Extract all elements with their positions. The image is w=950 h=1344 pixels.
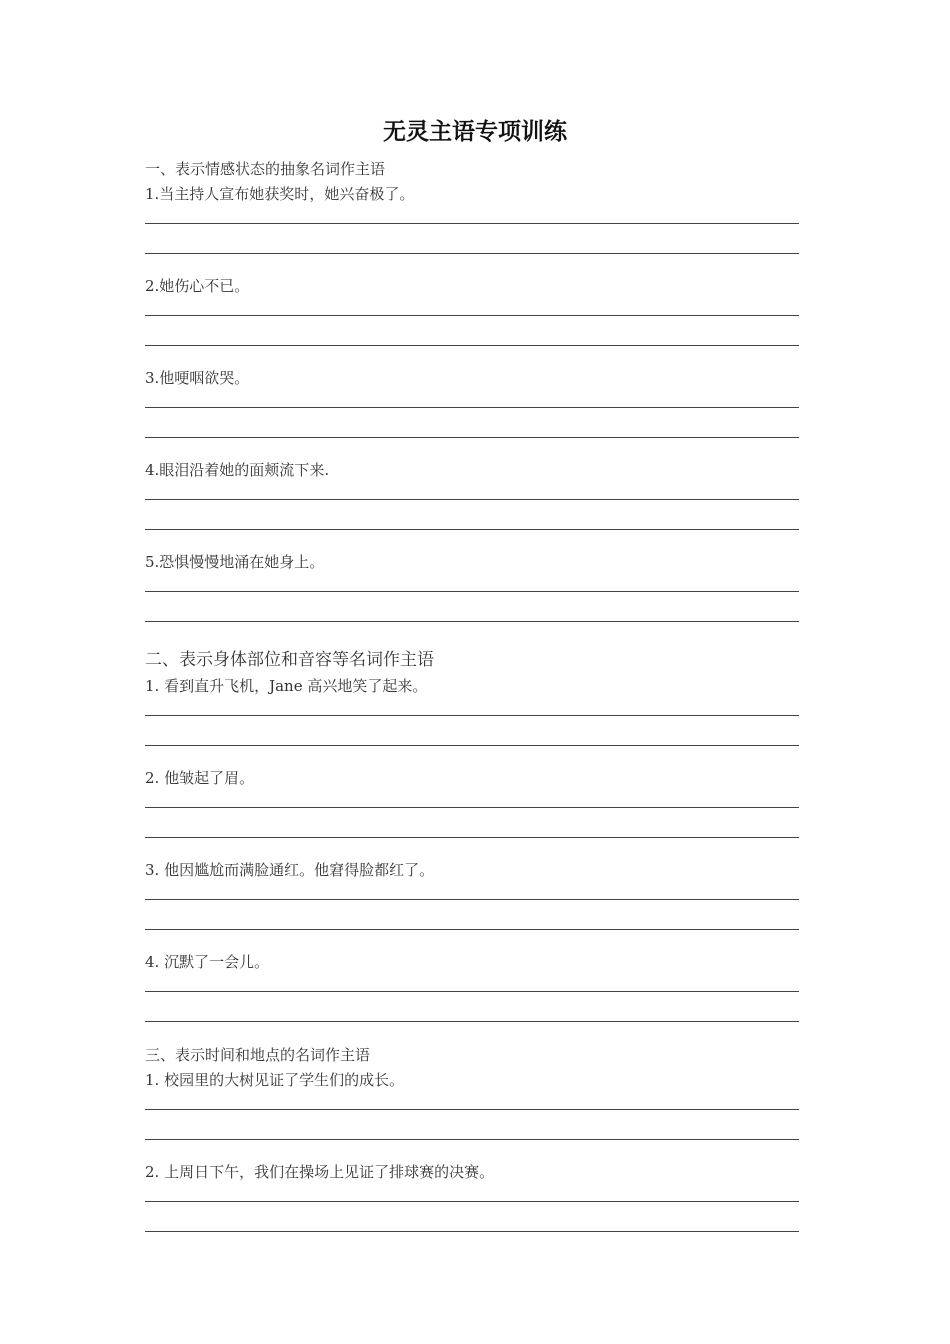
- answer-line[interactable]: [145, 1201, 799, 1202]
- answer-area[interactable]: [145, 297, 799, 364]
- answer-line[interactable]: [145, 621, 799, 622]
- section-time-place-nouns: [145, 1044, 799, 1250]
- page-title: 无灵主语专项训练: [383, 118, 567, 145]
- question-text: 1.当主持人宣布她获奖时，她兴奋极了。: [145, 185, 415, 203]
- answer-area[interactable]: [145, 697, 799, 764]
- answer-area[interactable]: [145, 973, 799, 1040]
- answer-line[interactable]: [145, 807, 799, 808]
- question-block: [145, 459, 799, 548]
- question-text: 1. 看到直升飞机，Jane 高兴地笑了起来。: [145, 677, 428, 695]
- answer-line[interactable]: [145, 1231, 799, 1232]
- answer-line[interactable]: [145, 1109, 799, 1110]
- question-block: [145, 951, 799, 1040]
- question-block: [145, 675, 799, 764]
- answer-line[interactable]: [145, 991, 799, 992]
- answer-area[interactable]: [145, 789, 799, 856]
- answer-line[interactable]: [145, 1021, 799, 1022]
- question-block: [145, 275, 799, 364]
- answer-line[interactable]: [145, 529, 799, 530]
- answer-line[interactable]: [145, 437, 799, 438]
- question-text: 3. 他因尴尬而满脸通红。他窘得脸都红了。: [145, 861, 435, 879]
- question-text: 4. 沉默了一会儿。: [145, 953, 270, 971]
- answer-area[interactable]: [145, 205, 799, 272]
- worksheet-content: [145, 158, 799, 1250]
- section-heading: 一、表示情感状态的抽象名词作主语: [145, 160, 386, 178]
- answer-line[interactable]: [145, 715, 799, 716]
- section-heading: 二、表示身体部位和音容等名词作主语: [145, 650, 434, 670]
- question-block: [145, 367, 799, 456]
- answer-line[interactable]: [145, 837, 799, 838]
- answer-line[interactable]: [145, 315, 799, 316]
- answer-area[interactable]: [145, 573, 799, 640]
- answer-line[interactable]: [145, 929, 799, 930]
- question-block: [145, 767, 799, 856]
- question-block: [145, 183, 799, 272]
- question-block: [145, 551, 799, 640]
- answer-line[interactable]: [145, 345, 799, 346]
- question-text: 2.她伤心不已。: [145, 277, 250, 295]
- answer-area[interactable]: [145, 1091, 799, 1158]
- question-text: 2. 他皱起了眉。: [145, 769, 255, 787]
- answer-line[interactable]: [145, 253, 799, 254]
- answer-line[interactable]: [145, 1139, 799, 1140]
- answer-line[interactable]: [145, 499, 799, 500]
- question-text: 3.他哽咽欲哭。: [145, 369, 250, 387]
- question-text: 1. 校园里的大树见证了学生们的成长。: [145, 1071, 405, 1089]
- question-text: 5.恐惧慢慢地涌在她身上。: [145, 553, 325, 571]
- answer-area[interactable]: [145, 1183, 799, 1250]
- answer-area[interactable]: [145, 389, 799, 456]
- answer-line[interactable]: [145, 407, 799, 408]
- answer-area[interactable]: [145, 481, 799, 548]
- question-text: 4.眼泪沿着她的面颊流下来.: [145, 461, 330, 479]
- answer-line[interactable]: [145, 899, 799, 900]
- question-block: [145, 1161, 799, 1250]
- question-block: [145, 859, 799, 948]
- section-emotion-nouns: [145, 158, 799, 640]
- answer-line[interactable]: [145, 745, 799, 746]
- question-block: [145, 1069, 799, 1158]
- section-heading: 三、表示时间和地点的名词作主语: [145, 1046, 371, 1064]
- section-body-part-nouns: [145, 648, 799, 1040]
- answer-area[interactable]: [145, 881, 799, 948]
- answer-line[interactable]: [145, 223, 799, 224]
- answer-line[interactable]: [145, 591, 799, 592]
- question-text: 2. 上周日下午，我们在操场上见证了排球赛的决赛。: [145, 1163, 495, 1181]
